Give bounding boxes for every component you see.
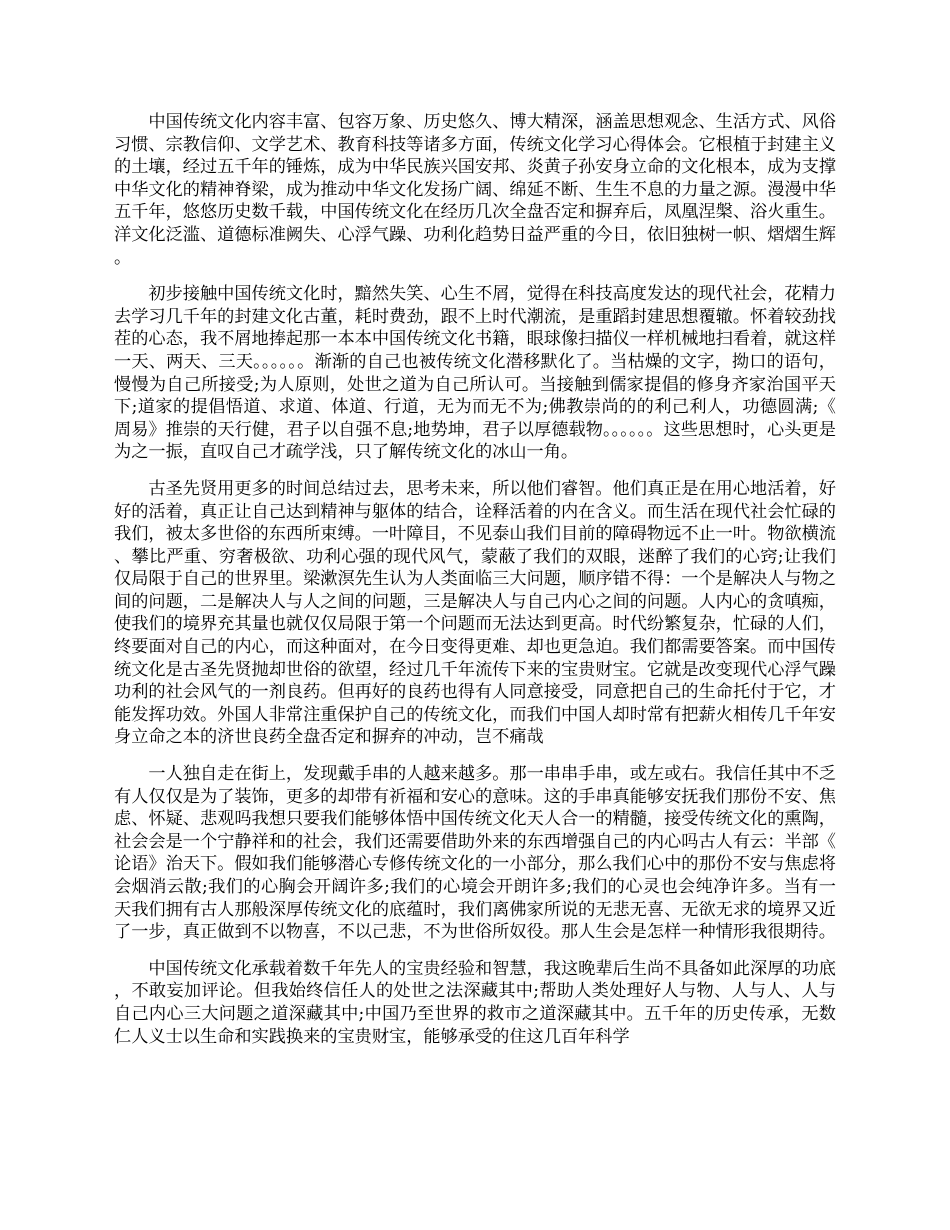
document-page (114, 111, 836, 1062)
paragraph-5: 中国传统文化承载着数千年先人的宝贵经验和智慧，我这晚辈后生尚不具备如此深厚的功底，不敢妄加评论。但我始终信任人的处世之法深藏其中;帮助人类处理好人与物、人与人、人与自己内心三大问题之道深藏其中;中国乃至世界的救市之道深藏其中。五千年的历史传承，无数仁人义士以生命和实践换来的宝贵财宝，能够承受的住这几百年科学 (114, 958, 836, 1047)
paragraph-2: 初步接触中国传统文化时，黯然失笑、心生不屑，觉得在科技高度发达的现代社会，花精力去学习几千年的封建文化古董，耗时费劲，跟不上时代潮流，是重蹈封建思想覆辙。怀着较劲找茬的心态，我不屑地捧起那一本本中国传统文化书籍，眼球像扫描仪一样机械地扫看着，就这样一天、两天、三天。。。。。。渐渐的自己也被传统文化潜移默化了。当枯燥的文字，拗口的语句，慢慢为自己所接受;为人原则，处世之道为自己所认可。当接触到儒家提倡的修身齐家治国平天下;道家的提倡悟道、求道、体道、行道，无为而无不为;佛教崇尚的的利己利人，功德圆满;《周易》推崇的天行健，君子以自强不息;地势坤，君子以厚德载物。。。。。。这些思想时，心头更是为之一振，直叹自己才疏学浅，只了解传统文化的冰山一角。 (114, 284, 836, 463)
paragraph-1: 中国传统文化内容丰富、包容万象、历史悠久、博大精深，涵盖思想观念、生活方式、风俗习惯、宗教信仰、文学艺术、教育科技等诸多方面，传统文化学习心得体会。它根植于封建主义的土壤，经过五千年的锤炼，成为中华民族兴国安邦、炎黄子孙安身立命的文化根本，成为支撑中华文化的精神脊梁，成为推动中华文化发扬广阔、绵延不断、生生不息的力量之源。漫漫中华五千年，悠悠历史数千载，中国传统文化在经历几次全盘否定和摒弃后，凤凰涅槃、浴火重生。洋文化泛滥、道德标准阙失、心浮气躁、功利化趋势日益严重的今日，依旧独树一帜、熠熠生辉。 (114, 112, 836, 268)
paragraph-3: 古圣先贤用更多的时间总结过去，思考未来，所以他们睿智。他们真正是在用心地活着，好好的活着，真正让自己达到精神与躯体的结合，诠释活着的内在含义。而生活在现代社会忙碌的我们，被太多世俗的东西所束缚。一叶障目，不见泰山我们目前的障碍物远不止一叶。物欲横流、攀比严重、穷奢极欲、功利心强的现代风气，蒙蔽了我们的双眼，迷醉了我们的心窍;让我们仅局限于自己的世界里。梁漱溟先生认为人类面临三大问题，顺序错不得：一个是解决人与物之间的问题，二是解决人与人之间的问题，三是解决人与自己内心之间的问题。人内心的贪嗔痴，使我们的境界充其量也就仅仅局限于第一个问题而无法达到更高。时代纷繁复杂，忙碌的人们，终要面对自己的内心，而这种面对，在今日变得更难、却也更急迫。我们都需要答案。而中国传统文化是古圣先贤抛却世俗的欲望，经过几千年流传下来的宝贵财宝。它就是改变现代心浮气躁功利的社会风气的一剂良药。但再好的良药也得有人同意接受，同意把自己的生命托付于它，才能发挥功效。外国人非常注重保护自己的传统文化，而我们中国人却时常有把薪火相传几千年安身立命之本的济世良药全盘否定和摒弃的冲动，岂不痛哉 (114, 478, 836, 748)
paragraph-4: 一人独自走在街上，发现戴手串的人越来越多。那一串串手串，或左或右。我信任其中不乏有人仅仅是为了装饰，更多的却带有祈福和安心的意味。这的手串真能够安抚我们那份不安、焦虑、怀疑、悲观吗我想只要我们能够体悟中国传统文化天人合一的精髓，接受传统文化的熏陶，社会会是一个宁静祥和的社会，我们还需要借助外来的东西增强自己的内心吗古人有云：半部《论语》治天下。假如我们能够潜心专修传统文化的一小部分，那么我们心中的那份不安与焦虑将会烟消云散;我们的心胸会开阔许多;我们的心境会开朗许多;我们的心灵也会纯净许多。当有一天我们拥有古人那般深厚传统文化的底蕴时，我们离佛家所说的无悲无喜、无欲无求的境界又近了一步，真正做到不以物喜，不以己悲，不为世俗所奴役。那人生会是怎样一种情形我很期待。 (114, 764, 836, 943)
